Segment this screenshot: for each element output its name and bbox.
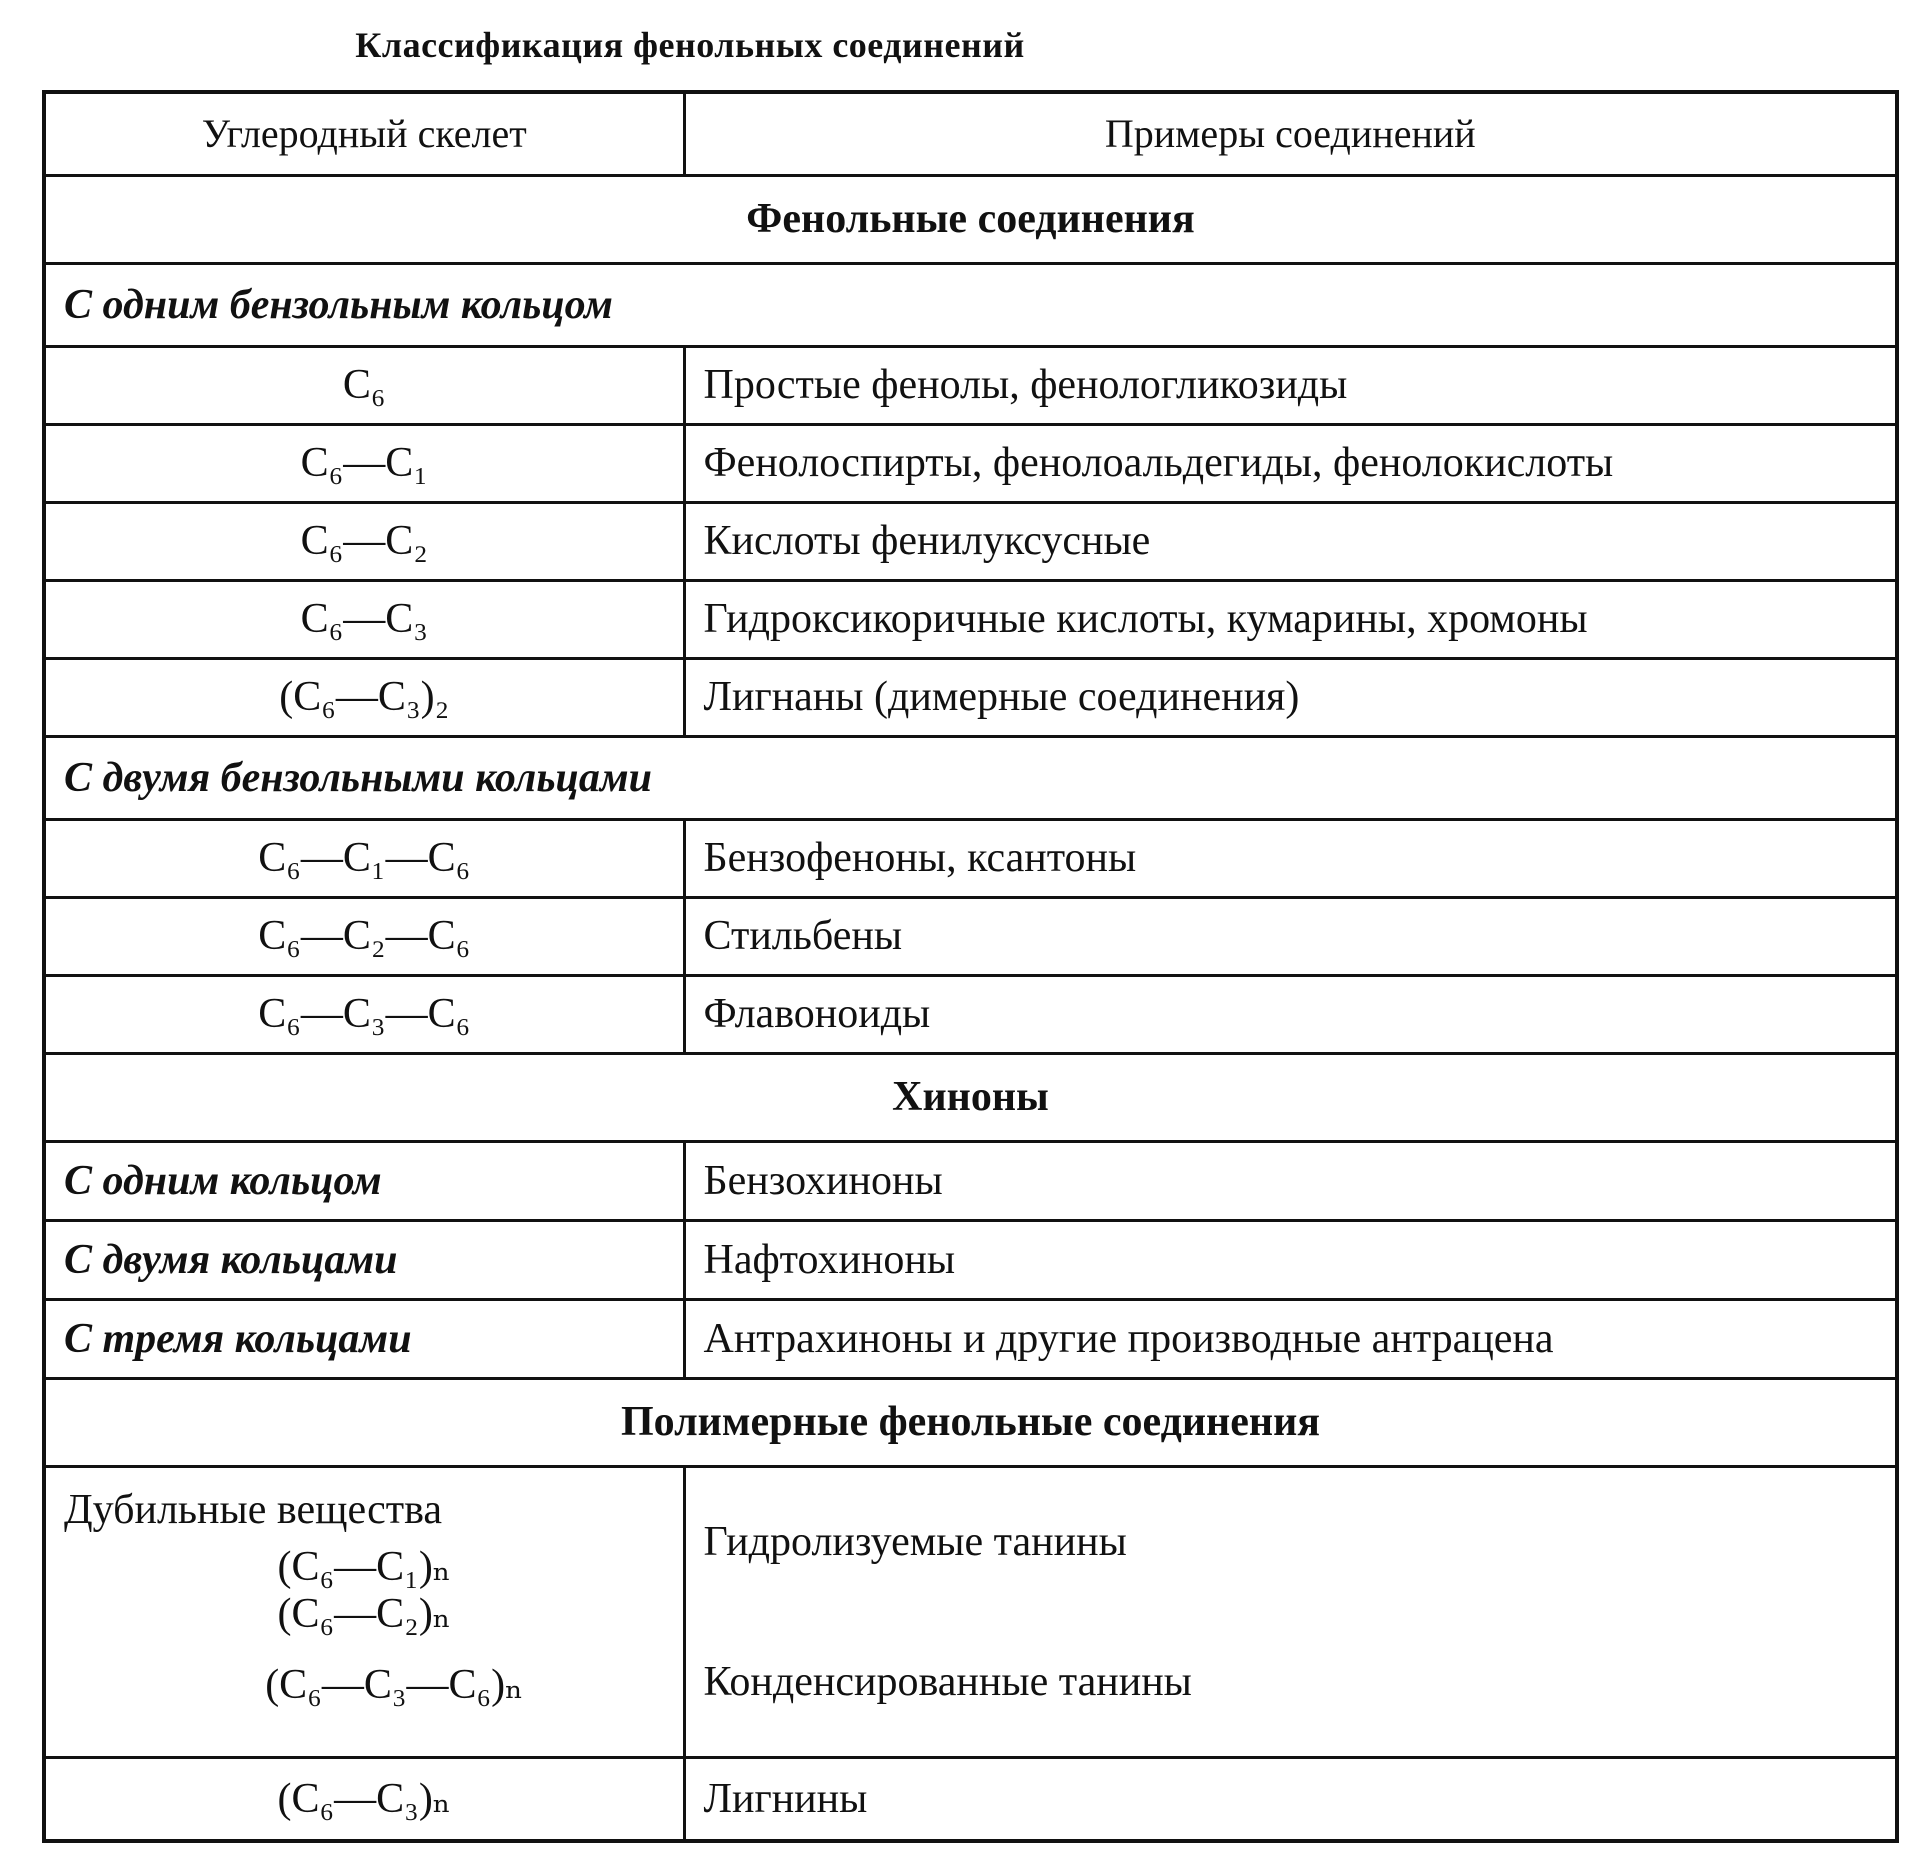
table-row [44,1300,1897,1379]
section-row [44,176,1897,264]
table-row [44,659,1897,737]
table-row [44,503,1897,581]
formula-item: (C₆—C₁)ₙ [277,1544,451,1591]
formula-cell: (C₆—C₃)₂ [44,659,684,737]
tannins-cell [44,1467,684,1758]
examples-cell: Бензохиноны [684,1142,1897,1221]
examples-cell: Кислоты фенилуксусные [684,503,1897,581]
subsection-two-rings: С двумя бензольными кольцами [44,737,1897,820]
category-cell: С двумя кольцами [44,1221,684,1300]
tannin-formulas [64,1544,665,1709]
subsection-one-ring: С одним бензольным кольцом [44,264,1897,347]
section-quinones: Хиноны [44,1054,1897,1142]
header-carbon-skeleton: Углеродный скелет [44,92,684,176]
table-row [44,1758,1897,1842]
formula-cell: C₆ [44,347,684,425]
category-cell: С одним кольцом [44,1142,684,1221]
table-row [44,1142,1897,1221]
hydrolysable-tannins: Гидролизуемые танины [703,1518,1127,1565]
formula-cell: C₆—C₃—C₆ [44,976,684,1054]
examples-cell: Стильбены [684,898,1897,976]
examples-cell: Антрахиноны и другие производные антрацена [684,1300,1897,1379]
section-row [44,1379,1897,1467]
table-row [44,898,1897,976]
subsection-row [44,737,1897,820]
formula-item: (C₆—C₂)ₙ [277,1591,451,1638]
header-examples: Примеры соединений [684,92,1897,176]
category-cell: С тремя кольцами [44,1300,684,1379]
formula-cell: C₆—C₃ [44,581,684,659]
formula-cell: C₆—C₂—C₆ [44,898,684,976]
section-polymeric: Полимерные фенольные соединения [44,1379,1897,1467]
section-row [44,1054,1897,1142]
examples-cell: Лигнаны (димерные соединения) [684,659,1897,737]
table-row [44,581,1897,659]
condensed-tannins: Конденсированные танины [703,1659,1192,1705]
formula-cell: C₆—C₁ [44,425,684,503]
formula-item: (C₆—C₃—C₆)ₙ [265,1662,524,1709]
examples-cell: Флавоноиды [684,976,1897,1054]
page-title: Классификация фенольных соединений [355,25,1025,65]
classification-table [42,90,1899,1843]
subsection-row [44,264,1897,347]
table-header-row [44,92,1897,176]
table-row [44,976,1897,1054]
formula-cell: C₆—C₂ [44,503,684,581]
formula-cell: C₆—C₁—C₆ [44,820,684,898]
table-row [44,820,1897,898]
table-row [44,425,1897,503]
table-row [44,1221,1897,1300]
examples-cell: Гидроксикоричные кислоты, кумарины, хромоны [684,581,1897,659]
tannins-label: Дубильные вещества [64,1487,443,1533]
examples-cell: Простые фенолы, фенологликозиды [684,347,1897,425]
examples-cell: Бензофеноны, ксантоны [684,820,1897,898]
section-phenolic: Фенольные соединения [44,176,1897,264]
examples-cell: Нафтохиноны [684,1221,1897,1300]
table-row [44,1467,1897,1758]
examples-cell: Фенолоспирты, фенолоальдегиды, фенолокислоты [684,425,1897,503]
examples-cell: Лигнины [684,1758,1897,1842]
formula-cell: (C₆—C₃)ₙ [44,1758,684,1842]
table-row [44,347,1897,425]
examples-cell [684,1467,1897,1758]
